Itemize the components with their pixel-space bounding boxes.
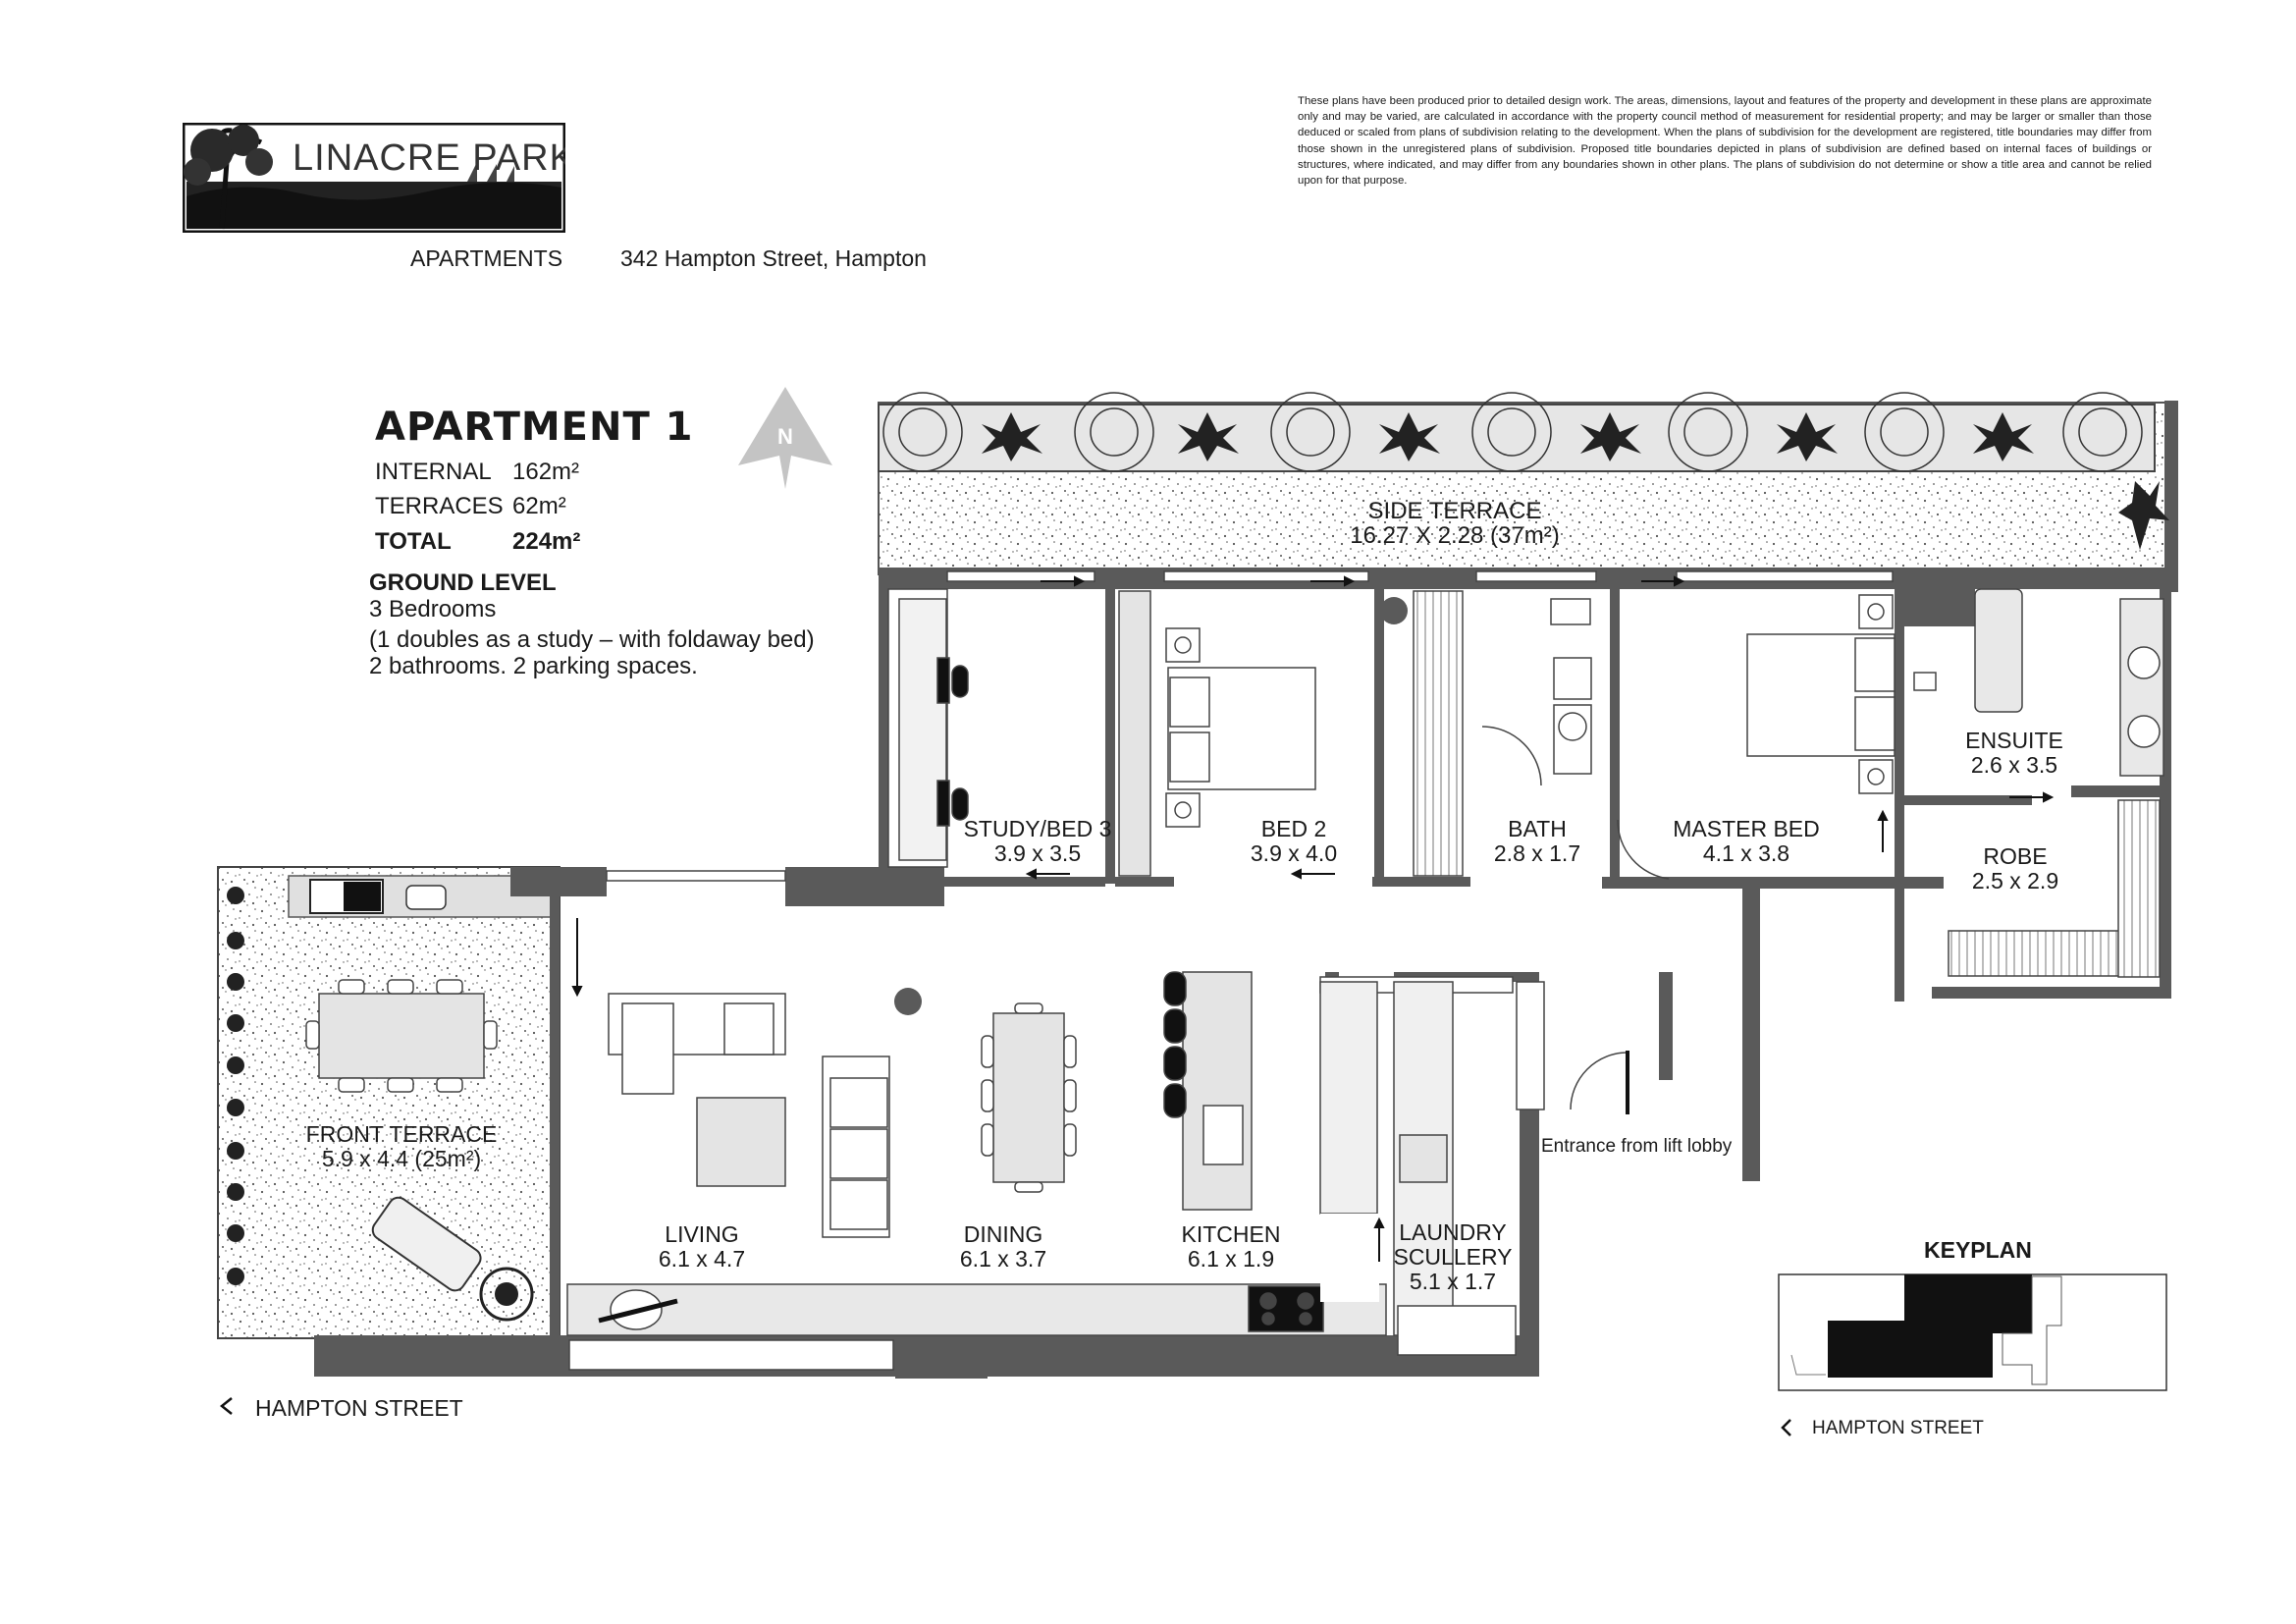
entrance-label: Entrance from lift lobby	[1541, 1136, 1733, 1157]
entrance-door[interactable]	[1571, 1051, 1628, 1114]
keyplan-diagram	[1779, 1274, 2166, 1390]
room-bath	[1494, 817, 1580, 866]
room-dim: 2.8 x 1.7	[1493, 840, 1581, 866]
total-value: 224m²	[512, 528, 581, 555]
room-kitchen	[1182, 1222, 1281, 1272]
room-dim: 4.1 x 3.8	[1702, 840, 1790, 866]
internal-label: INTERNAL	[375, 459, 492, 485]
room-name: FRONT TERRACE	[305, 1121, 498, 1147]
terraces-value: 62m²	[512, 493, 566, 519]
room-dining	[960, 1222, 1046, 1272]
room-name: SIDE TERRACE	[1367, 498, 1542, 524]
header-subtitle: APARTMENTS	[410, 245, 563, 271]
room-dim: 5.9 x 4.4 (25m²)	[321, 1146, 482, 1171]
room-living	[659, 1222, 745, 1272]
room-dim: 6.1 x 1.9	[1187, 1246, 1275, 1272]
desc-line-2: (1 doubles as a study – with foldaway bed)	[369, 626, 815, 653]
room-laundry	[1393, 1220, 1512, 1294]
room-master	[1673, 817, 1820, 866]
total-label: TOTAL	[375, 528, 452, 555]
desc-line-1: 3 Bedrooms	[369, 596, 497, 623]
room-study	[964, 817, 1112, 866]
room-name: ENSUITE	[1965, 728, 2063, 753]
laundry-fixtures	[1320, 977, 1544, 1355]
room-side-terrace	[1350, 499, 1559, 548]
keyplan-title: KEYPLAN	[1924, 1237, 2032, 1263]
room-name: STUDY/BED 3	[963, 816, 1112, 841]
desc-line-3: 2 bathrooms. 2 parking spaces.	[369, 653, 698, 679]
room-dim: 6.1 x 4.7	[658, 1246, 746, 1272]
room-dim: 2.6 x 3.5	[1970, 752, 2058, 778]
room-ensuite	[1965, 729, 2063, 778]
room-name: BED 2	[1260, 816, 1327, 841]
room-name: MASTER BED	[1673, 816, 1820, 841]
keyplan-street-label: HAMPTON STREET	[1812, 1418, 1984, 1438]
dining-furniture	[982, 1003, 1076, 1192]
room-name-2: SCULLERY	[1393, 1244, 1513, 1270]
room-dim: 3.9 x 4.0	[1250, 840, 1338, 866]
room-dim: 5.1 x 1.7	[1409, 1269, 1497, 1294]
internal-value: 162m²	[512, 459, 580, 485]
north-label: N	[777, 424, 793, 449]
room-dim: 2.5 x 2.9	[1971, 868, 2059, 893]
room-dim: 16.27 X 2.28 (37m²)	[1350, 522, 1560, 549]
living-furniture	[609, 988, 922, 1237]
room-robe	[1972, 844, 2058, 893]
room-bed2	[1251, 817, 1337, 866]
terrace-dining-table	[306, 980, 497, 1092]
room-dim: 3.9 x 3.5	[993, 840, 1082, 866]
disclaimer-text: These plans have been produced prior to detailed design work. The areas, dimensions, layout and features of the property and development in these plans are approximate only and may be varied, are calculated in accordance with the property council method of measurement for residential property; and may be larger or smaller than those deduced or scaled from plans of subdivision relating to the development. When the plans of subdivision for the development are registered, title boundaries may differ from those shown in the unregistered plans of subdivision. Proposed title boundaries depicted in plans of subdivision are defined based on internal faces of buildings or structures, where indicated, and may differ from any boundaries shown in other plans. The plans of subdivision do not determine or show a title area and cannot be relied upon for that purpose.	[1298, 95, 2152, 188]
header-address: 342 Hampton Street, Hampton	[620, 245, 927, 271]
room-name: KITCHEN	[1181, 1221, 1281, 1247]
bath-fixtures	[1482, 599, 1591, 785]
apartment-title: APARTMENT 1	[375, 405, 694, 450]
level-label: GROUND LEVEL	[369, 569, 557, 596]
chevron-left-icon	[1783, 1420, 1790, 1435]
chevron-left-icon	[222, 1398, 232, 1414]
study-furniture	[888, 589, 968, 867]
room-name: LAUNDRY	[1399, 1219, 1507, 1245]
room-name: BATH	[1508, 816, 1567, 841]
logo-text: LINACRE PARK	[293, 137, 565, 179]
room-name: ROBE	[1983, 843, 2048, 869]
street-label-main: HAMPTON STREET	[255, 1395, 463, 1421]
room-front-terrace	[306, 1122, 498, 1171]
room-name: LIVING	[665, 1221, 739, 1247]
room-dim: 6.1 x 3.7	[959, 1246, 1047, 1272]
terraces-label: TERRACES	[375, 493, 504, 519]
room-name: DINING	[963, 1221, 1043, 1247]
